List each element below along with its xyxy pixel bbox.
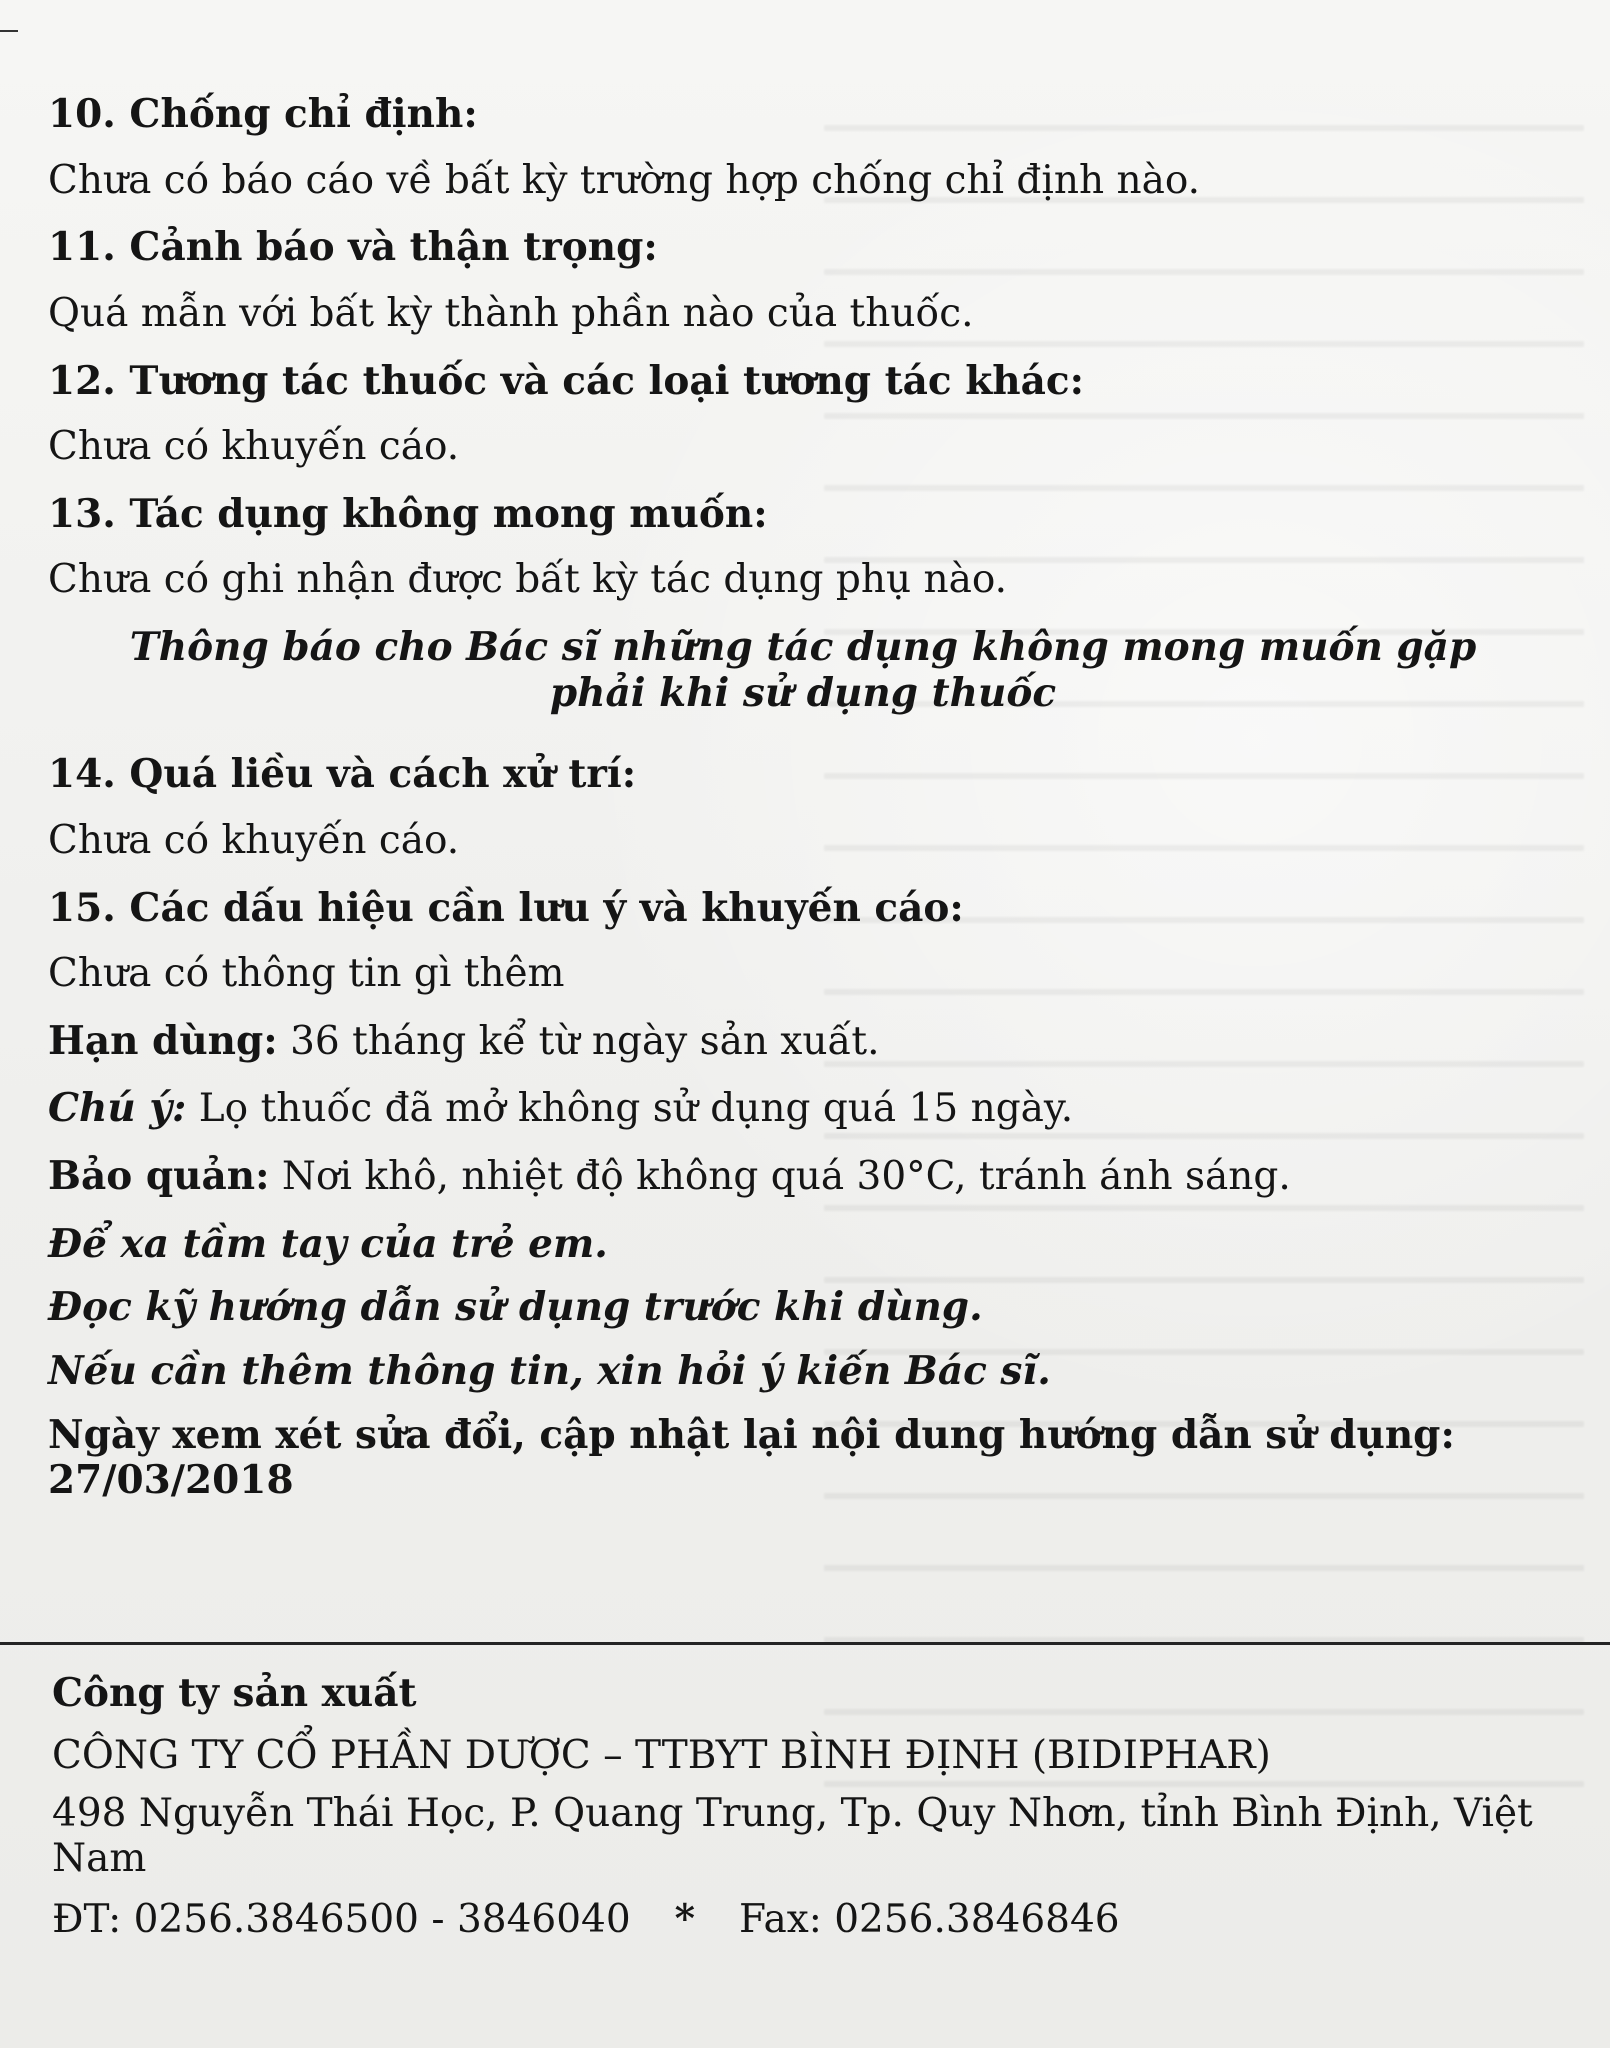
storage-line bbox=[48, 1154, 1558, 1200]
manufacturer-contact bbox=[52, 1897, 1572, 1942]
doctor-notice-line-1: Thông báo cho Bác sĩ những tác dụng không mong muốn gặp bbox=[129, 624, 1477, 670]
section-14-heading: 14. Quá liều và cách xử trí: bbox=[48, 751, 637, 798]
attention-label: Chú ý: bbox=[48, 1085, 187, 1132]
ask-doctor-warning: Nếu cần thêm thông tin, xin hỏi ý kiến Bác sĩ. bbox=[48, 1347, 1051, 1394]
phone-text: ĐT: 0256.3846500 - 3846040 bbox=[52, 1897, 631, 1943]
section-divider bbox=[0, 1642, 1610, 1645]
section-11-heading: 11. Cảnh báo và thận trọng: bbox=[48, 224, 658, 271]
storage-value: Nơi khô, nhiệt độ không quá 30°C, tránh ánh sáng. bbox=[269, 1154, 1291, 1199]
child-warning: Để xa tầm tay của trẻ em. bbox=[48, 1220, 608, 1267]
expiry-label: Hạn dùng: bbox=[48, 1017, 278, 1064]
attention-value: Lọ thuốc đã mở không sử dụng quá 15 ngày. bbox=[186, 1086, 1074, 1132]
section-15-heading: 15. Các dấu hiệu cần lưu ý và khuyến cáo: bbox=[48, 884, 964, 931]
section-13-body: Chưa có ghi nhận được bất kỳ tác dụng phụ nào. bbox=[48, 557, 1008, 603]
manufacturer-block bbox=[52, 1670, 1572, 1957]
manufacturer-address: 498 Nguyễn Thái Học, P. Quang Trung, Tp. Quy Nhơn, tỉnh Bình Định, Việt Nam bbox=[52, 1791, 1533, 1881]
section-10-body: Chưa có báo cáo về bất kỳ trường hợp chống chỉ định nào. bbox=[48, 157, 1201, 203]
section-14-body: Chưa có khuyến cáo. bbox=[48, 817, 460, 863]
expiry-line bbox=[48, 1019, 1558, 1065]
section-13-heading: 13. Tác dụng không mong muốn: bbox=[48, 490, 768, 537]
doctor-notice bbox=[48, 625, 1558, 716]
expiry-value: 36 tháng kể từ ngày sản xuất. bbox=[277, 1018, 880, 1064]
manufacturer-company: CÔNG TY CỔ PHẦN DƯỢC – TTBYT BÌNH ĐỊNH (BIDIPHAR) bbox=[52, 1733, 1271, 1778]
attention-line bbox=[48, 1086, 1558, 1132]
doctor-notice-line-2: phải khi sử dụng thuốc bbox=[549, 669, 1057, 716]
document-content bbox=[48, 92, 1558, 1522]
contact-separator: * bbox=[674, 1896, 696, 1943]
revision-title: Ngày xem xét sửa đổi, cập nhật lại nội dung hướng dẫn sử dụng: bbox=[48, 1411, 1455, 1458]
section-12-heading: 12. Tương tác thuốc và các loại tương tác khác: bbox=[48, 357, 1085, 404]
section-11-body: Quá mẫn với bất kỳ thành phần nào của thuốc. bbox=[48, 290, 974, 336]
section-15-body: Chưa có thông tin gì thêm bbox=[48, 951, 565, 997]
top-edge-mark bbox=[0, 30, 18, 32]
revision-date: 27/03/2018 bbox=[48, 1457, 294, 1504]
storage-label: Bảo quản: bbox=[48, 1153, 270, 1199]
read-instructions-warning: Đọc kỹ hướng dẫn sử dụng trước khi dùng. bbox=[48, 1284, 983, 1331]
fax-text: Fax: 0256.3846846 bbox=[739, 1897, 1120, 1943]
section-12-body: Chưa có khuyến cáo. bbox=[48, 424, 460, 470]
section-10-heading: 10. Chống chỉ định: bbox=[48, 91, 478, 137]
manufacturer-title: Công ty sản xuất bbox=[52, 1670, 417, 1716]
